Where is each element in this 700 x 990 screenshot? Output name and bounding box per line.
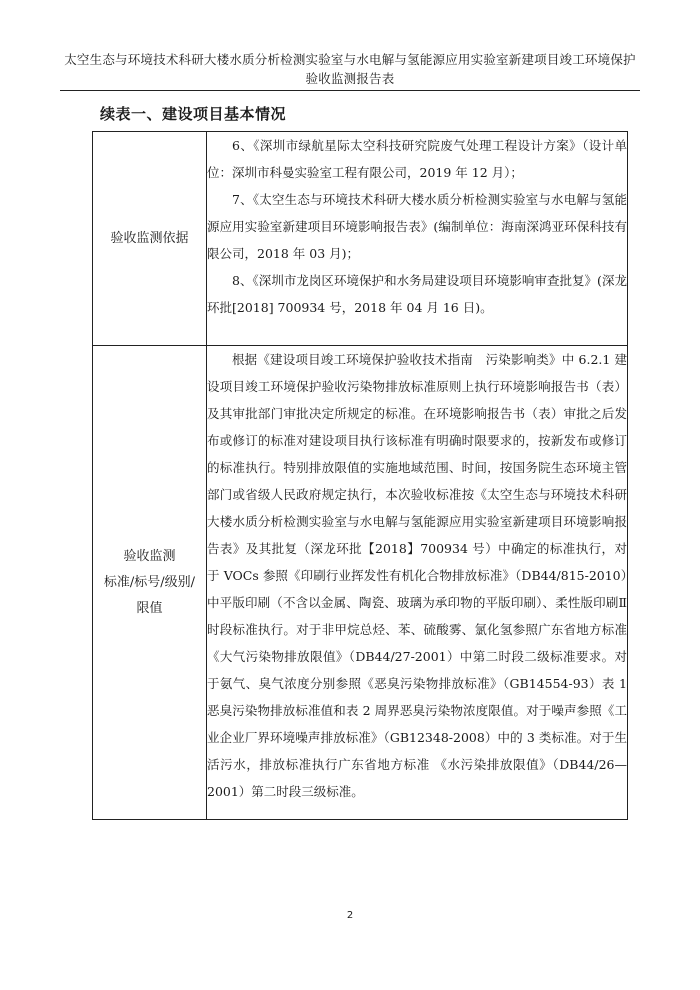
standards-content xyxy=(207,346,628,820)
row-label-basis: 验收监测依据 xyxy=(93,132,207,346)
report-header: 太空生态与环境技术科研大楼水质分析检测实验室与水电解与氢能源应用实验室新建项目竣工环境保护验收监测报告表 xyxy=(64,52,636,86)
row-label-standards xyxy=(93,346,207,820)
label-line: 限值 xyxy=(136,600,163,616)
label-line: 验收监测 xyxy=(123,548,176,564)
basis-item: 7、《太空生态与环境技术科研大楼水质分析检测实验室与水电解与氢能源应用实验室新建项目环境影响报告表》(编制单位：海南深鸿亚环保科技有限公司，2018 年 03 月)； xyxy=(207,192,627,261)
table-row xyxy=(93,132,628,346)
standards-paragraph: 根据《建设项目竣工环境保护验收技术指南 污染影响类》中 6.2.1 建设项目竣工环境保护验收污染物排放标准原则上执行环境影响报告书（表）及其审批部门审批决定所规定的标准。在环境影响报告书（表）审批之后发布或修订的标准对建设项目执行该标准有明确时限要求的，按新发布或修订的标准执行。特别排放限值的实施地域范围、时间，按国务院生态环境主管部门或省级人民政府规定执行，本次验收标准按《太空生态与环境技术科研大楼水质分析检测实验室与水电解与氢能源应用实验室新建项目环境影响报告表》及其批复（深龙环批【2018】700934 号）中确定的标准执行，对于 VOCs 参照《印刷行业挥发性有机化合物排放标准》（DB44/815-2010）中平版印刷（不含以金属、陶瓷、玻璃为承印物的平版印刷）、柔性版印刷Ⅱ时段标准执行。对于非甲烷总烃、苯、硫酸雾、氯化氢参照广东省地方标准《大气污染物排放限值》（DB44/27-2001）中第二时段二级标准要求。对于氨气、臭气浓度分别参照《恶臭污染物排放标准》（GB14554-93）表 1 恶臭污染物排放标准值和表 2 周界恶臭污染物浓度限值。对于噪声参照《工业企业厂界环境噪声排放标准》（GB12348-2008）中的 3 类标准。对于生活污水，排放标准执行广东省地方标准 《水污染排放限值》（DB44/26—2001）第二时段三级标准。 xyxy=(207,352,627,799)
basic-info-table xyxy=(92,131,628,820)
header-divider xyxy=(60,90,640,91)
basis-item: 6、《深圳市绿航星际太空科技研究院废气处理工程设计方案》（设计单位：深圳市科曼实验室工程有限公司，2019 年 12 月）； xyxy=(207,138,627,180)
section-title: 续表一、建设项目基本情况 xyxy=(100,105,287,123)
label-line: 标准/标号/级别/ xyxy=(103,574,196,590)
page-number: 2 xyxy=(346,910,354,921)
basis-content xyxy=(207,132,628,346)
basis-item: 8、《深圳市龙岗区环境保护和水务局建设项目环境影响审查批复》(深龙环批[2018] 700934 号，2018 年 04 月 16 日)。 xyxy=(207,273,627,315)
table-row xyxy=(93,346,628,820)
